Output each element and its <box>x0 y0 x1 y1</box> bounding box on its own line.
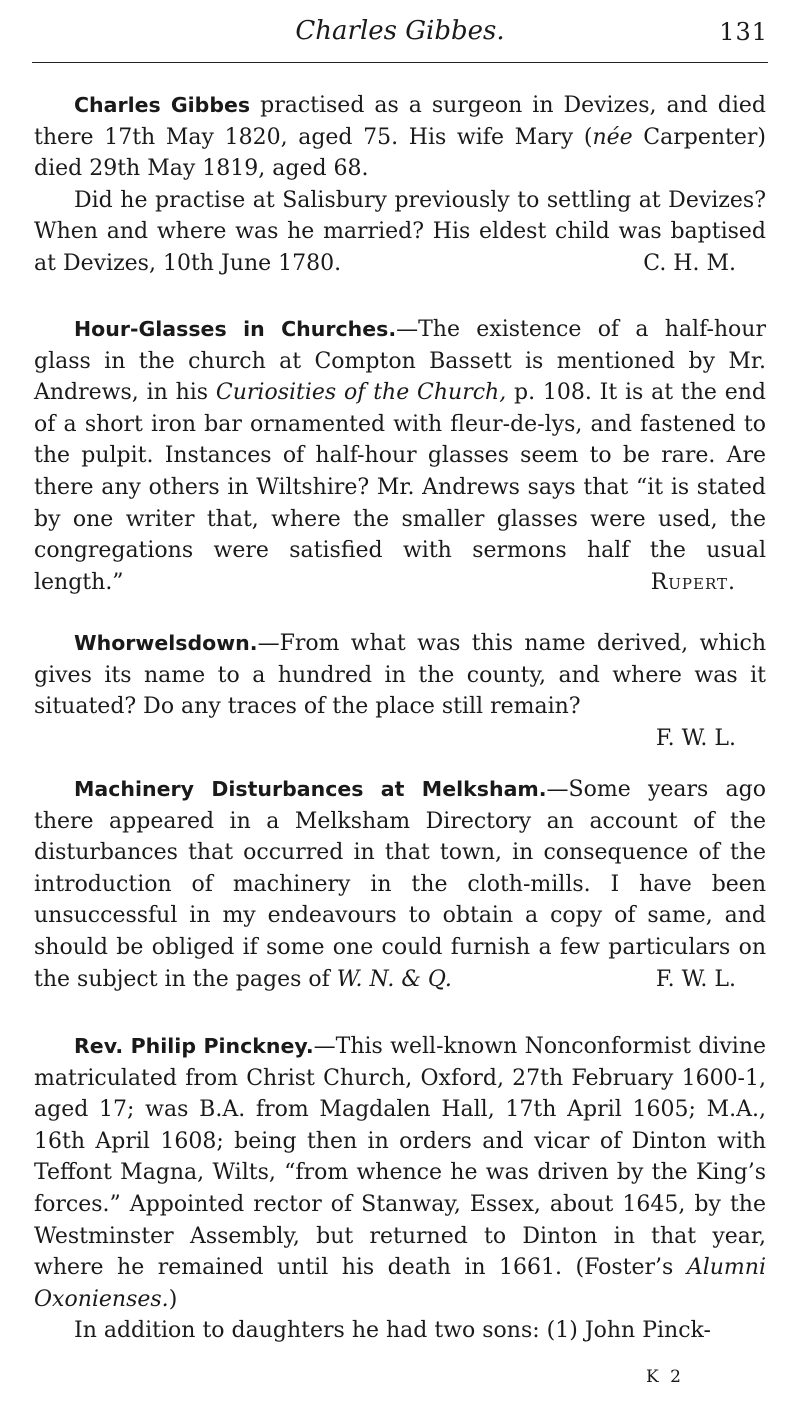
entry-paragraph <box>34 1031 766 1315</box>
entry-philip-pinckney <box>34 1031 766 1347</box>
header-rule <box>32 62 768 63</box>
entry-text: p. 108. It is at the end of a short iron bar ornamented with fleur-de-lys, and fastened to the pulpit. Instances of half-hour glasses seem to be rare. Are there any others in Wiltshire? Mr. Andrews says that “it is stated by one writer that, where the smaller glasses were used, the congregations were satisfied with sermons half the usual length.” <box>34 380 766 595</box>
entry-title: Hour-Glasses in Churches. <box>74 317 397 341</box>
entry-signature: C. H. M. <box>643 250 736 276</box>
entry-italic: Alumni Oxonienses. <box>34 1255 766 1312</box>
running-title: Charles Gibbes. <box>295 16 505 46</box>
entry-whorwelsdown <box>34 628 766 754</box>
entry-italic: née <box>592 124 633 150</box>
entry-text: —Some years ago there appeared in a Melksham Directory an account of the disturbances that occurred in that town, in consequence of the introduction of machinery in the cloth-mills. I have been unsuccessful in my endeavours to obtain a copy of same, and should be obliged if some one could furnish a few particulars on the subject in the pages of <box>34 777 766 992</box>
entry-text: —The existence of a half-hour glass in the church at Compton Bassett is mentioned by Mr. Andrews, in his <box>34 317 766 406</box>
entry-text: Carpenter) died 29th May 1819, aged 68. <box>34 124 766 182</box>
page-number: 131 <box>719 18 768 46</box>
entry-text: ) <box>168 1286 178 1312</box>
entry-paragraph <box>34 185 766 280</box>
entry-title: Charles Gibbes <box>74 93 251 117</box>
entry-italic: W. N. & Q. <box>336 966 452 992</box>
entry-title: Whorwelsdown. <box>74 631 258 655</box>
entry-italic: Curiosities of the Church, <box>215 380 507 406</box>
entry-signature: Rupert. <box>650 569 736 595</box>
entry-hour-glasses <box>34 314 766 598</box>
entry-paragraph <box>34 314 766 598</box>
entry-charles-gibbes <box>34 90 766 280</box>
entry-title: Machinery Disturbances at Melksham. <box>74 777 547 801</box>
entry-text: —This well-known Nonconformist divine matriculated from Christ Church, Oxford, 27th February 1600-1, aged 17; was B.A. from Magdalen Hall, 17th April 1605; M.A., 16th April 1608; being then in orders and vicar of Dinton with Teffont Magna, Wilts, “from whence he was driven by the King’s forces.” Appointed rector of Stanway, Essex, about 1645, by the Westminster Assembly, but returned to Dinton in that year, where he remained until his death in 1661. (Foster’s <box>34 1034 767 1281</box>
entry-text: Did he practise at Salisbury previously to settling at Devizes? When and where was he married? His eldest child was baptised at Devizes, 10th June 1780. <box>34 187 766 276</box>
entry-text: —From what was this name derived, which gives its name to a hundred in the county, and where was it situated? Do any traces of the place still remain? <box>34 631 766 720</box>
entry-paragraph <box>34 1315 766 1347</box>
entry-text: practised as a surgeon in Devizes, and died there 17th May 1820, aged 75. His wife Mary ( <box>34 93 766 150</box>
signature-mark: K 2 <box>646 1367 684 1387</box>
entry-signature: F. W. L. <box>655 966 736 992</box>
entry-paragraph <box>34 774 766 995</box>
entry-paragraph <box>34 628 766 723</box>
entry-text: In addition to daughters he had two sons: (1) John Pinck- <box>74 1318 711 1344</box>
entry-machinery-disturbances <box>34 774 766 995</box>
entry-title: Rev. Philip Pinckney. <box>74 1034 314 1058</box>
entry-signature: F. W. L. <box>655 725 736 751</box>
entry-paragraph <box>34 90 766 185</box>
